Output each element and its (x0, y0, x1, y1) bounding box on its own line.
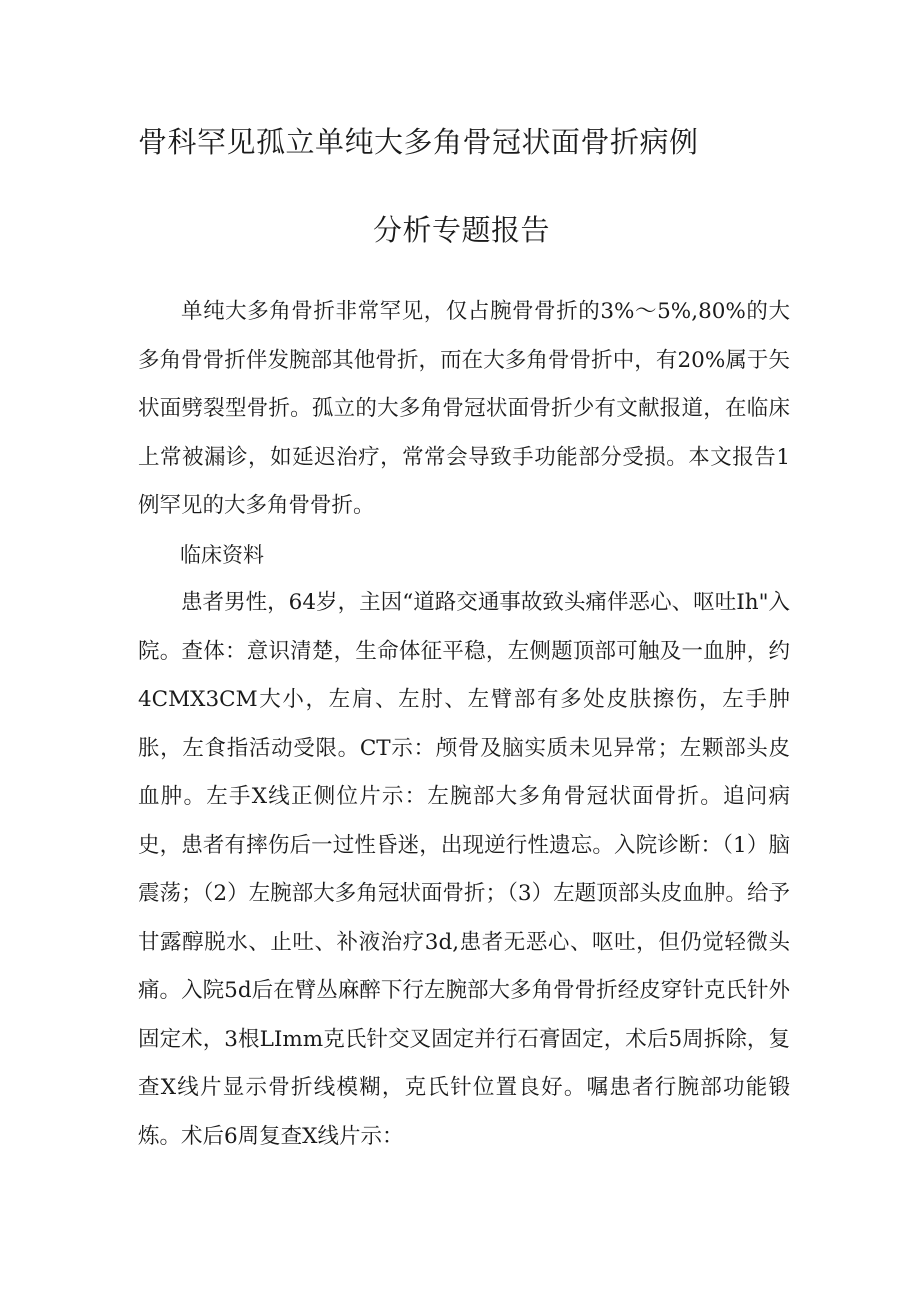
document-body (138, 288, 790, 1161)
section-heading-clinical-data: 临床资料 (180, 542, 264, 567)
intro-paragraph: 单纯大多角骨折非常罕见，仅占腕骨骨折的3%～5%,80%的大多角骨骨折伴发腕部其他骨折，而在大多角骨骨折中，有20%属于矢状面劈裂型骨折。孤立的大多角骨冠状面骨折少有文献报道，在临床上常被漏诊，如延迟治疗，常常会导致手功能部分受损。本文报告1例罕见的大多角骨骨折。 (138, 299, 790, 518)
case-paragraph: 患者男性，64岁，主因“道路交通事故致头痛伴恶心、呕吐Ih"入院。查体：意识清楚，生命体征平稳，左侧题顶部可触及一血肿，约4CMX3CM大小，左肩、左肘、左臂部有多处皮肤擦伤，左手肿胀，左食指活动受限。CT示：颅骨及脑实质未见异常；左颗部头皮血肿。左手X线正侧位片示：左腕部大多角骨冠状面骨折。追问病史，患者有摔伤后一过性昏迷，出现逆行性遗忘。入院诊断：（1）脑震荡；（2）左腕部大多角冠状面骨折；（3）左题顶部头皮血肿。给予甘露醇脱水、止吐、补液治疗3d,患者无恶心、呕吐，但仍觉轻微头痛。入院5d后在臂丛麻醉下行左腕部大多角骨骨折经皮穿针克氏针外固定术，3根LImm克氏针交叉固定并行石膏固定，术后5周拆除，复查X线片显示骨折线模糊，克氏针位置良好。嘱患者行腕部功能锻炼。术后6周复查X线片示： (138, 590, 790, 1149)
document-title-line-1: 骨科罕见孤立单纯大多角骨冠状面骨折病例 (138, 125, 699, 159)
document-title-line-2: 分析专题报告 (373, 213, 551, 247)
